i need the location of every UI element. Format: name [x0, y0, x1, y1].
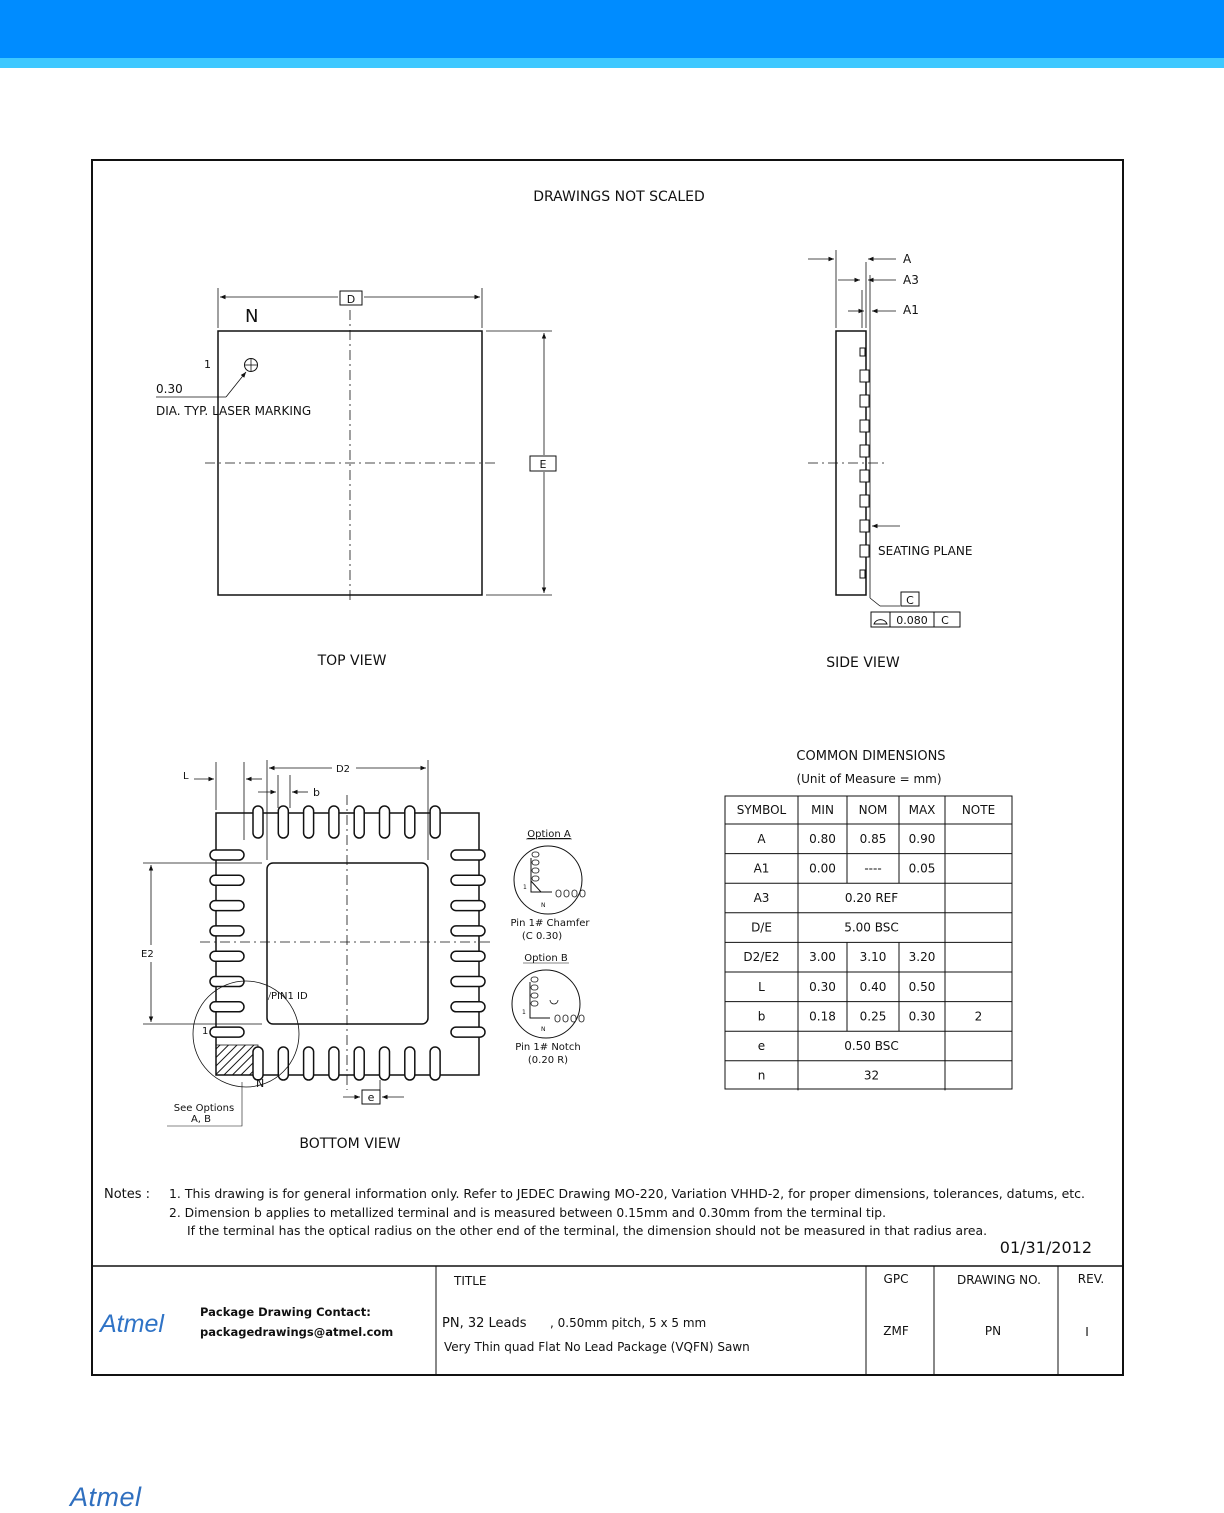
option-a-n: N — [541, 902, 546, 909]
table-cell: ---- — [864, 861, 882, 876]
title-block-logo: Atmel — [100, 1310, 164, 1338]
lead-right — [451, 1027, 485, 1037]
option-b-caption-1: Pin 1# Notch — [515, 1042, 581, 1053]
table-cell: 0.50 — [908, 979, 936, 994]
contact-email: packagedrawings@atmel.com — [200, 1325, 394, 1339]
bottom-pin1-label: 1 — [202, 1026, 209, 1037]
title-block — [91, 1266, 1124, 1376]
table-cell: 3.20 — [908, 950, 936, 965]
table-cell: A1 — [753, 861, 770, 876]
table-cell: 0.40 — [859, 979, 887, 994]
side-a-label: A — [903, 252, 912, 266]
option-a-caption-2: (C 0.30) — [521, 931, 563, 942]
lead-left — [210, 951, 244, 961]
bottom-view-caption: BOTTOM VIEW — [299, 1136, 401, 1152]
pin1-chamfer-hatch — [216, 1045, 258, 1075]
title-header: TITLE — [454, 1274, 487, 1288]
flatness-datum: C — [941, 614, 949, 627]
footer-logo-text: Atmel — [70, 1482, 142, 1512]
side-lead — [860, 520, 869, 532]
option-a-caption-1: Pin 1# Chamfer — [510, 918, 590, 929]
lead-right — [451, 875, 485, 885]
table-cell: A — [757, 831, 766, 846]
lead-top — [253, 806, 263, 838]
table-cell: n — [757, 1068, 766, 1083]
side-lead — [860, 570, 865, 578]
lead-top — [354, 806, 364, 838]
lead-top — [304, 806, 314, 838]
lead-bottom — [430, 1047, 440, 1080]
title-line1-b: , 0.50mm pitch, 5 x 5 mm — [550, 1316, 707, 1330]
lead-bottom — [380, 1047, 390, 1080]
flatness-value: 0.080 — [896, 614, 928, 627]
option-b-pin1: 1 — [522, 1009, 526, 1016]
see-options-1: See Options — [173, 1103, 235, 1114]
contact-label: Package Drawing Contact: — [200, 1305, 371, 1319]
table-cell: A3 — [753, 891, 770, 905]
gpc-value: ZMF — [883, 1324, 909, 1338]
table-cell: 0.25 — [859, 1009, 887, 1024]
table-cell: 32 — [863, 1068, 880, 1083]
dim-e2: E2 — [141, 949, 154, 960]
table-cell: D/E — [751, 920, 772, 935]
table-cell: SYMBOL — [736, 803, 787, 817]
option-a-pin1: 1 — [523, 884, 527, 891]
table-cell: 0.30 — [809, 979, 836, 994]
note-1: 1. This drawing is for general information only. Refer to JEDEC Drawing MO-220, Variation VHHD-2, for proper dimensions, tolerances, datums, etc. — [169, 1187, 1085, 1201]
dim-d-label: D — [346, 293, 356, 306]
option-a-title: Option A — [527, 829, 571, 840]
table-cell: b — [757, 1009, 766, 1024]
bottom-leads — [210, 806, 485, 1080]
lead-right — [451, 951, 485, 961]
table-cell: 5.00 BSC — [844, 920, 899, 935]
bottom-n-label: N — [256, 1077, 265, 1090]
top-n-label: N — [245, 306, 259, 327]
lead-right — [451, 850, 485, 860]
table-cell: 0.05 — [908, 861, 936, 876]
rev-value: I — [1085, 1325, 1089, 1339]
bottom-view-body — [216, 813, 479, 1075]
table-cell: 0.50 BSC — [844, 1039, 899, 1053]
drawing-no-value: PN — [984, 1324, 1002, 1338]
side-a1-label: A1 — [903, 303, 919, 317]
notes-label: Notes : — [104, 1187, 151, 1202]
table-cell: D2/E2 — [743, 950, 780, 965]
lead-top — [405, 806, 415, 838]
side-leads — [860, 348, 869, 578]
side-lead — [860, 470, 869, 482]
lead-right — [451, 977, 485, 987]
top-view — [156, 288, 556, 669]
dim-l: L — [183, 771, 189, 782]
lead-right — [451, 1002, 485, 1012]
table-cell: L — [758, 979, 765, 994]
lead-right — [451, 901, 485, 911]
table-cell: MAX — [908, 803, 936, 817]
table-cell: 0.18 — [809, 1009, 836, 1024]
option-b-n: N — [541, 1026, 546, 1033]
title-line1-a: PN, 32 Leads — [442, 1316, 527, 1331]
table-cell: NOTE — [961, 803, 996, 817]
marking-text: DIA. TYP. LASER MARKING — [156, 404, 312, 418]
see-options-2: A, B — [190, 1114, 212, 1125]
table-cell: 0.80 — [809, 831, 836, 846]
option-a — [511, 829, 591, 942]
dim-b: b — [313, 786, 320, 799]
datum-c: C — [906, 594, 914, 607]
dim-e-label: E — [539, 458, 547, 471]
side-lead — [860, 445, 869, 457]
top-view-caption: TOP VIEW — [317, 653, 387, 669]
marking-dia: 0.30 — [156, 382, 183, 396]
lead-bottom — [304, 1047, 314, 1080]
option-b-caption-2: (0.20 R) — [527, 1055, 569, 1066]
note-2b: If the terminal has the optical radius on the other end of the terminal, the dimension should not be measured in that radius area. — [187, 1224, 988, 1238]
lead-top — [278, 806, 288, 838]
option-b — [512, 953, 584, 1066]
side-view-caption: SIDE VIEW — [826, 655, 900, 671]
table-cell: 0.00 — [809, 861, 836, 876]
table-cell: 3.00 — [809, 950, 836, 965]
bottom-view — [141, 760, 490, 1152]
table-cell: 3.10 — [859, 950, 887, 965]
lead-bottom — [253, 1047, 263, 1080]
dimension-table — [725, 796, 1012, 1090]
notes — [104, 1187, 1092, 1257]
side-lead — [860, 495, 869, 507]
table-cell: 0.30 — [908, 1009, 936, 1024]
pin1-id: PIN1 ID — [271, 991, 308, 1002]
lead-left — [210, 1002, 244, 1012]
dim-e: e — [367, 1091, 375, 1104]
side-lead — [860, 420, 869, 432]
note-2: 2. Dimension b applies to metallized terminal and is measured between 0.15mm and 0.30mm from the terminal tip. — [169, 1206, 886, 1220]
lead-bottom — [354, 1047, 364, 1080]
lead-right — [451, 926, 485, 936]
top-pin1-label: 1 — [204, 358, 211, 371]
drawing-heading: DRAWINGS NOT SCALED — [533, 189, 705, 205]
side-lead — [860, 348, 865, 356]
lead-left — [210, 875, 244, 885]
gpc-header: GPC — [883, 1272, 909, 1286]
table-cell: NOM — [858, 803, 888, 817]
option-b-title: Option B — [524, 953, 568, 964]
table-cell: 0.20 REF — [844, 891, 899, 905]
side-lead — [860, 395, 869, 407]
lead-left — [210, 850, 244, 860]
table-cell: 0.90 — [908, 831, 936, 846]
drawing-no-header: DRAWING NO. — [957, 1273, 1041, 1287]
lead-top — [380, 806, 390, 838]
drawing-date: 01/31/2012 — [999, 1238, 1092, 1257]
rev-header: REV. — [1077, 1272, 1105, 1286]
common-dimensions — [725, 749, 1012, 1090]
title-line2: Very Thin quad Flat No Lead Package (VQFN) Sawn — [444, 1340, 750, 1354]
cd-unit: (Unit of Measure = mm) — [796, 772, 942, 786]
side-view — [808, 250, 972, 671]
table-cell: 0.85 — [859, 831, 887, 846]
cd-title: COMMON DIMENSIONS — [796, 749, 946, 764]
table-cell: MIN — [811, 803, 834, 817]
footer-logo — [70, 1482, 142, 1513]
side-a3-label: A3 — [903, 273, 919, 287]
side-lead — [860, 370, 869, 382]
lead-bottom — [329, 1047, 339, 1080]
table-cell: e — [757, 1039, 766, 1053]
side-lead — [860, 545, 869, 557]
lead-bottom — [405, 1047, 415, 1080]
table-cell: 2 — [974, 1009, 983, 1024]
lead-left — [210, 926, 244, 936]
lead-top — [329, 806, 339, 838]
lead-left — [210, 901, 244, 911]
lead-top — [430, 806, 440, 838]
dim-d2: D2 — [335, 764, 351, 775]
lead-left — [210, 1027, 244, 1037]
seating-plane: SEATING PLANE — [878, 544, 973, 558]
